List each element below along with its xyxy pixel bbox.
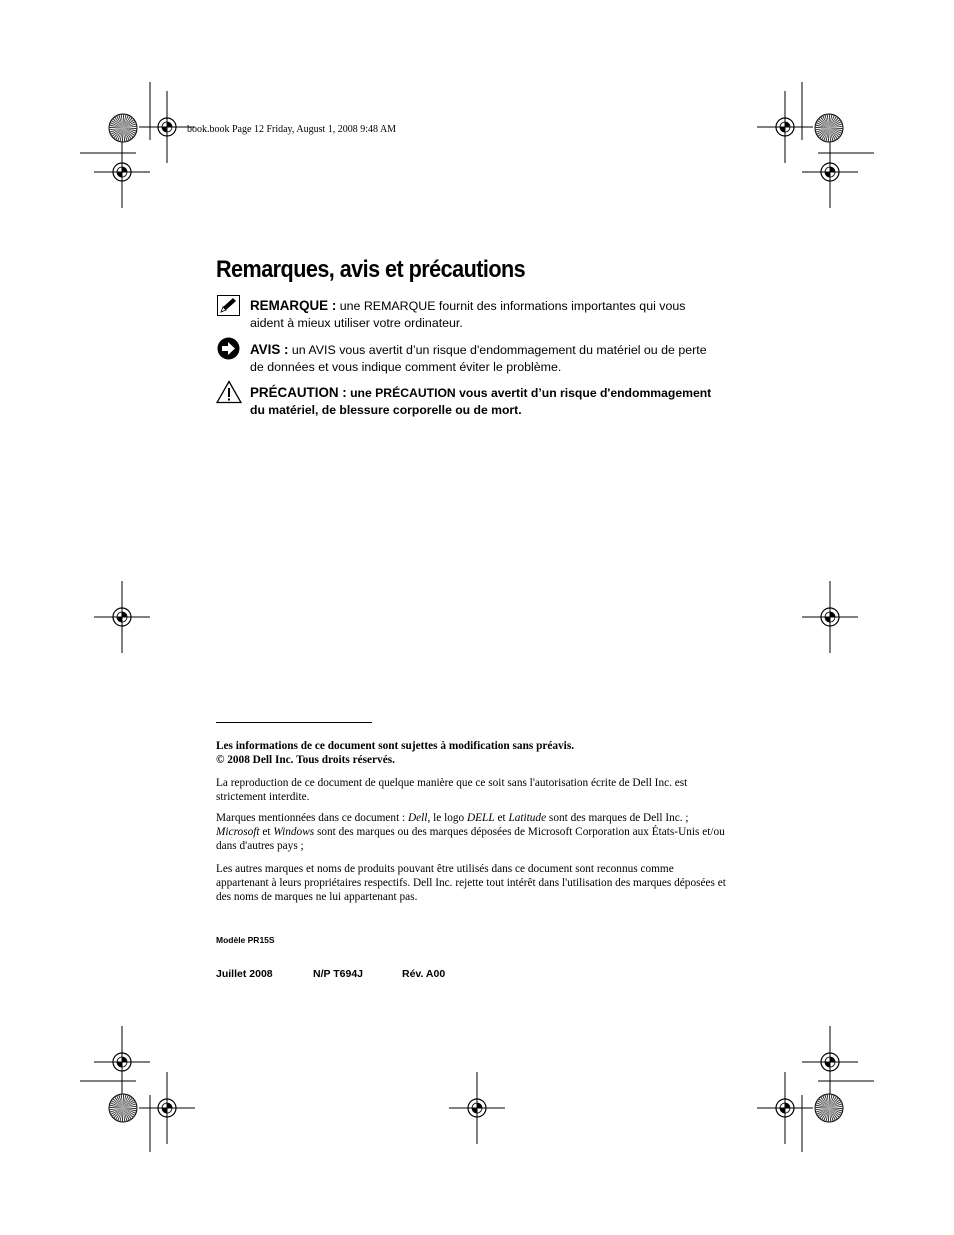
registration-target-icon [139,1072,195,1144]
footer-revision: Rév. A00 [402,968,446,980]
warning-triangle-icon [216,380,242,404]
avis-notice [250,341,720,376]
tm-text-6: sont des marques ou des marques déposées de Microsoft Corporation aux États-Unis et/ou dans d'autres pays ; [216,826,725,852]
footer-date: Juillet 2008 [216,968,273,980]
color-starburst-icon [815,114,843,142]
tm-text-4: sont des marques de Dell Inc. ; [546,812,689,824]
modification-notice: Les informations de ce document sont sujettes à modification sans préavis. [216,740,575,752]
trademarks-paragraph [216,811,726,853]
tm-windows: Windows [273,826,315,838]
footer-part-number: N/P T694J [313,968,364,980]
caution-label: PRÉCAUTION : [250,385,347,400]
registration-target-icon [757,91,813,163]
other-trademarks-paragraph: Les autres marques et noms de produits pouvant être utilisés dans ce document sont reconnus comme appartenant à leurs propriétaires respectifs. Dell Inc. rejette tout intérêt dans l'utilisation des marques déposées et des noms de marques ne lui appartenant pas. [216,863,726,903]
note-label: REMARQUE : [250,298,337,313]
color-starburst-icon [109,1094,137,1122]
tm-dell-logo: DELL [467,812,495,824]
registration-target-icon [802,581,858,653]
note-text: une REMARQUE fournit des informations importantes qui vous aident à mieux utiliser votre ordinateur. [250,299,686,330]
tm-dell: Dell [408,812,428,824]
registration-target-icon [94,581,150,653]
page-title: Remarques, avis et précautions [216,256,526,283]
avis-text: un AVIS vous avertit d’un risque d'endommagement du matériel ou de perte de données et vous indique comment éviter le problème. [250,343,707,374]
caution-text: une PRÉCAUTION vous avertit d’un risque d'endommagement du matériel, de blessure corporelle ou de mort. [250,386,712,417]
separator-rule [216,722,372,723]
legal-header [216,739,726,767]
reproduction-notice: La reproduction de ce document de quelque manière que ce soit sans l'autorisation écrite de Dell Inc. est strictement interdite. [216,777,688,803]
registration-target-icon [802,1026,858,1098]
color-starburst-icon [815,1094,843,1122]
pencil-note-icon [217,295,241,317]
color-starburst-icon [109,114,137,142]
tm-latitude: Latitude [508,812,547,824]
registration-target-icon [94,1026,150,1098]
print-file-info: book.book Page 12 Friday, August 1, 2008 9:48 AM [187,124,397,135]
registration-target-icon [449,1072,505,1144]
caution-notice [250,384,720,419]
registration-target-icon [802,136,858,208]
registration-target-icon [94,136,150,208]
note-notice [250,297,720,332]
arrow-notice-icon [217,337,241,361]
copyright-line: © 2008 Dell Inc. Tous droits réservés. [216,754,395,766]
tm-text-1: Marques mentionnées dans ce document : [216,812,408,824]
tm-text-2: , le logo [427,812,467,824]
registration-target-icon [757,1072,813,1144]
avis-label: AVIS : [250,342,289,357]
model-number: Modèle PR15S [216,935,275,945]
tm-microsoft: Microsoft [216,826,260,838]
tm-text-3: et [494,812,509,824]
tm-text-5: et [259,826,274,838]
